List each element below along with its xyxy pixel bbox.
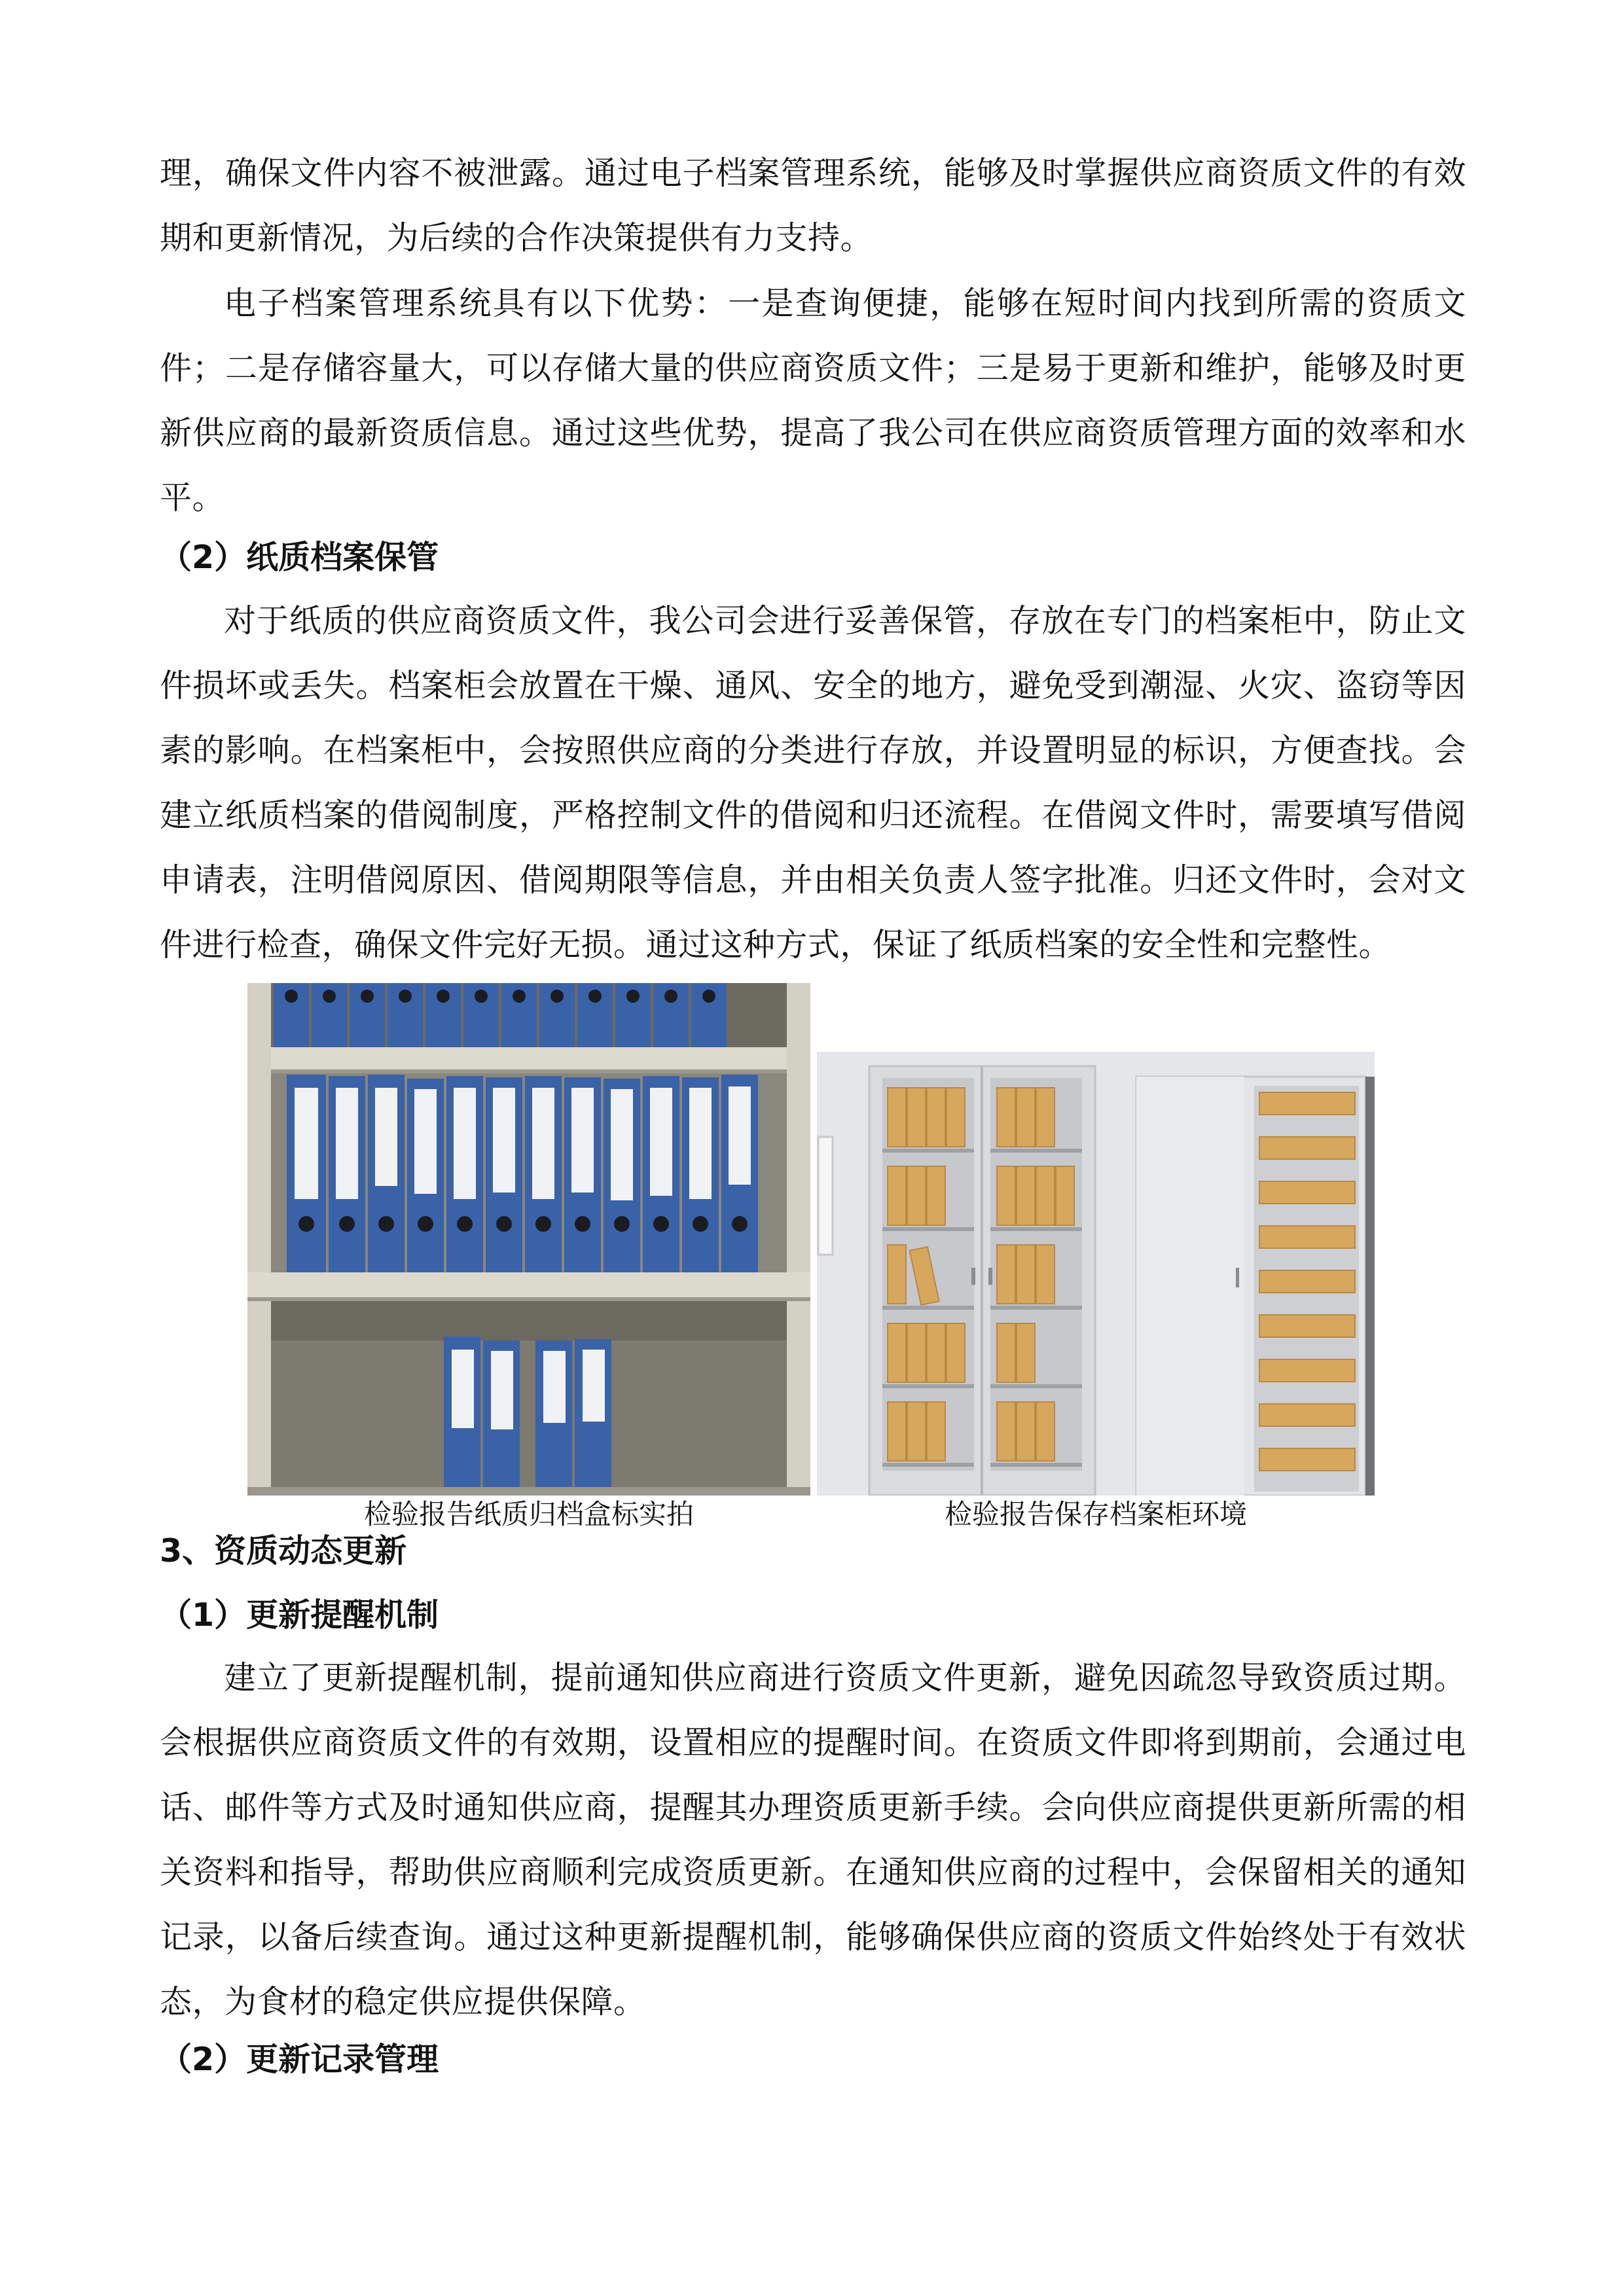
caption-binder-photo: 检验报告纸质归档盒标实拍 (363, 1498, 694, 1530)
caption-cabinet-photo: 检验报告保存档案柜环境 (944, 1498, 1247, 1530)
photo-binder-shelf (247, 983, 810, 1496)
heading-paper-archive-storage: （2）纸质档案保管 (160, 539, 439, 576)
paragraph-paper-archive: 对于纸质的供应商资质文件，我公司会进行妥善保管，存放在专门的档案柜中，防止文件损坏或丢失。档案柜会放置在干燥、通风、安全的地方，避免受到潮湿、火灾、盗窃等因素的影响。在档案柜中，会按照供应商的分类进行存放，并设置明显的标识，方便查找。会建立纸质档案的借阅制度，严格控制文件的借阅和归还流程。在借阅文件时，需要填写借阅申请表，注明借阅原因、借阅期限等信息，并由相关负责人签字批准。归还文件时，会对文件进行检查，确保文件完好无损。通过这种方式，保证了纸质档案的安全性和完整性。 (160, 602, 1466, 963)
paragraph-system-advantages: 电子档案管理系统具有以下优势：一是查询便捷，能够在短时间内找到所需的资质文件；二是存储容量大，可以存储大量的供应商资质文件；三是易于更新和维护，能够及时更新供应商的最新资质信息。通过这些优势，提高了我公司在供应商资质管理方面的效率和水平。 (160, 285, 1466, 516)
heading-update-reminder: （1）更新提醒机制 (160, 1596, 439, 1634)
paragraph-update-reminder: 建立了更新提醒机制，提前通知供应商进行资质文件更新，避免因疏忽导致资质过期。会根据供应商资质文件的有效期，设置相应的提醒时间。在资质文件即将到期前，会通过电话、邮件等方式及时通知供应商，提醒其办理资质更新手续。会向供应商提供更新所需的相关资料和指导，帮助供应商顺利完成资质更新。在通知供应商的过程中，会保留相关的通知记录，以备后续查询。通过这种更新提醒机制，能够确保供应商的资质文件始终处于有效状态，为食材的稳定供应提供保障。 (160, 1659, 1466, 2020)
heading-update-records: （2）更新记录管理 (160, 2041, 439, 2078)
paragraph-electronic-archive-end: 理，确保文件内容不被泄露。通过电子档案管理系统，能够及时掌握供应商资质文件的有效期和更新情况，为后续的合作决策提供有力支持。 (160, 154, 1466, 257)
heading-section-3: 3、资质动态更新 (160, 1532, 407, 1570)
photo-archive-cabinet (817, 1052, 1375, 1496)
